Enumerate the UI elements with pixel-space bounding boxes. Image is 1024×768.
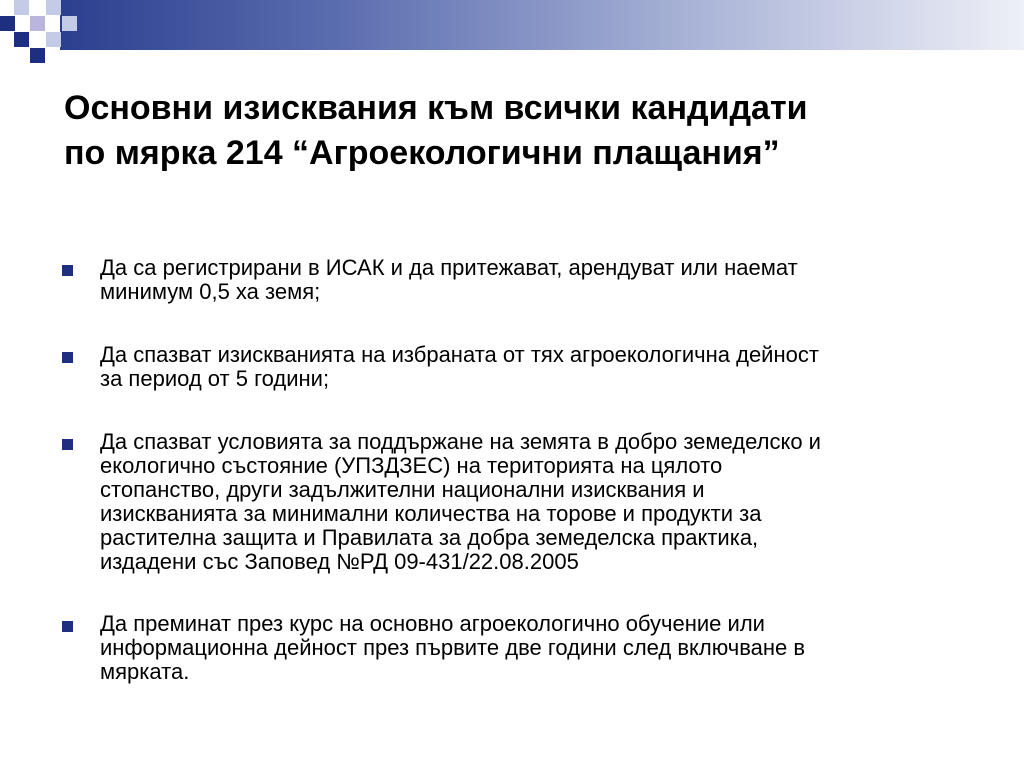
decor-square	[30, 16, 45, 31]
bullet-line: Да преминат през курс на основно агроекологично обучение или	[100, 611, 765, 636]
bullet-item	[62, 612, 962, 684]
bullet-item	[62, 430, 962, 574]
decor-square	[14, 32, 29, 47]
bullet-line: Да са регистрирани в ИСАК и да притежават, арендуват или наемат	[100, 255, 798, 280]
bullet-line: растителна защита и Правилата за добра земеделска практика,	[100, 525, 759, 550]
header-gradient-bar	[60, 0, 1024, 50]
slide-title	[64, 86, 964, 176]
bullet-line: минимум 0,5 ха земя;	[100, 279, 321, 304]
bullet-line: за период от 5 години;	[100, 366, 330, 391]
title-line: по мярка 214 “Агроекологични плащания”	[64, 134, 780, 172]
square-bullet-icon	[62, 352, 73, 363]
square-bullet-icon	[62, 265, 73, 276]
bullet-text	[100, 343, 950, 391]
bullet-line: Да спазват изискванията на избраната от тях агроекологична дейност	[100, 342, 819, 367]
bullet-line: Да спазват условията за поддържане на земята в добро земеделско и	[100, 429, 821, 454]
decor-square	[46, 0, 61, 15]
square-bullet-icon	[62, 621, 73, 632]
title-line: Основни изисквания към всички кандидати	[64, 89, 808, 127]
bullet-line: изискванията за минимални количества на торове и продукти за	[100, 501, 762, 526]
bullet-line: стопанство, други задължителни национални изисквания и	[100, 477, 705, 502]
decor-square	[46, 32, 61, 47]
decor-square	[14, 0, 29, 15]
bullet-line: издадени със Заповед №РД 09-431/22.08.2005	[100, 549, 579, 574]
bullet-line: мярката.	[100, 659, 190, 684]
bullet-item	[62, 343, 962, 391]
decor-square	[30, 48, 45, 63]
square-bullet-icon	[62, 439, 73, 450]
bullet-line: екологично състояние (УПЗДЗЕС) на територията на цялото	[100, 453, 723, 478]
decor-square	[0, 16, 15, 31]
bullet-text	[100, 612, 950, 684]
decor-square	[62, 16, 77, 31]
bullet-text	[100, 256, 950, 304]
bullet-text	[100, 430, 950, 574]
bullet-item	[62, 256, 962, 304]
bullet-line: информационна дейност през първите две години след включване в	[100, 635, 806, 660]
